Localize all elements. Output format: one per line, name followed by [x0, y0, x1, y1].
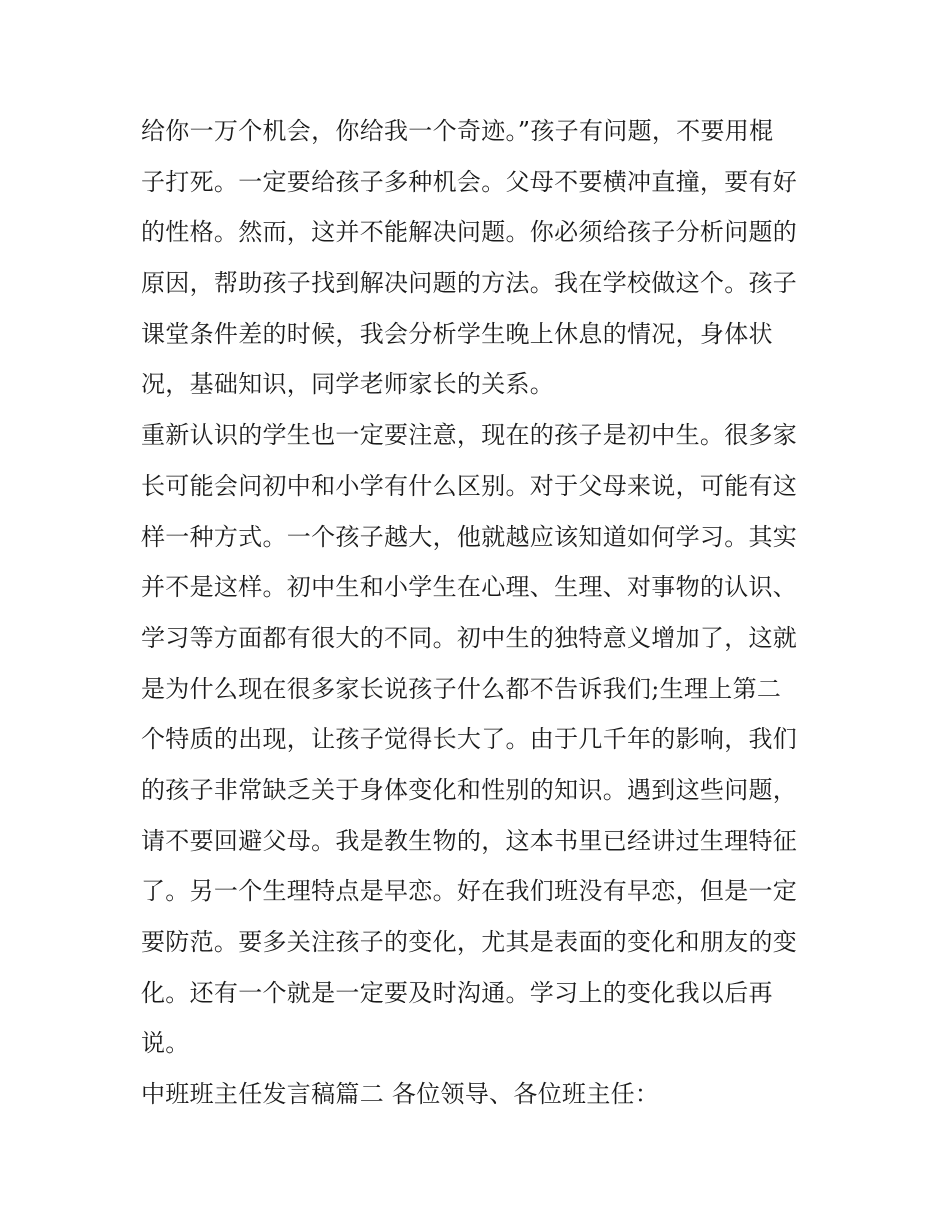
- text-line: 并不是这样。初中生和小学生在心理、生理、对事物的认识、: [141, 573, 798, 602]
- text-line: 说。: [141, 1029, 190, 1058]
- text-line: 给你一万个机会，你给我一个奇迹。”孩子有问题，不要用棍: [141, 117, 774, 145]
- text-line: 原因，帮助孩子找到解决问题的方法。我在学校做这个。孩子: [141, 269, 798, 298]
- text-line: 是为什么现在很多家长说孩子什么都不告诉我们;生理上第二: [141, 674, 782, 703]
- text-line: 了。另一个生理特点是早恋。好在我们班没有早恋，但是一定: [141, 877, 798, 906]
- text-line: 样一种方式。一个孩子越大，他就越应该知道如何学习。其实: [141, 522, 798, 551]
- document-page: [141, 106, 821, 1120]
- text-line: 况，基础知识，同学老师家长的关系。: [141, 370, 555, 399]
- text-line: 请不要回避父母。我是教生物的，这本书里已经讲过生理特征: [141, 826, 798, 855]
- text-line: 要防范。要多关注孩子的变化，尤其是表面的变化和朋友的变: [141, 928, 798, 956]
- text-line: 重新认识的学生也一定要注意，现在的孩子是初中生。很多家: [141, 421, 798, 450]
- text-line: 学习等方面都有很大的不同。初中生的独特意义增加了，这就: [141, 623, 798, 652]
- text-line: 长可能会问初中和小学有什么区别。对于父母来说，可能有这: [141, 471, 798, 500]
- text-line: 的性格。然而，这并不能解决问题。你必须给孩子分析问题的: [141, 218, 798, 247]
- text-line: 个特质的出现，让孩子觉得长大了。由于几千年的影响，我们: [141, 725, 798, 754]
- text-line: 的孩子非常缺乏关于身体变化和性别的知识。遇到这些问题，: [141, 775, 798, 804]
- text-line: 化。还有一个就是一定要及时沟通。学习上的变化我以后再: [141, 978, 773, 1007]
- text-line: 课堂条件差的时候，我会分析学生晚上休息的情况，身体状: [141, 319, 773, 348]
- text-line: 子打死。一定要给孩子多种机会。父母不要横冲直撞，要有好: [141, 167, 798, 196]
- section-heading-line: 中班班主任发言稿篇二 各位领导、各位班主任：: [141, 1080, 660, 1109]
